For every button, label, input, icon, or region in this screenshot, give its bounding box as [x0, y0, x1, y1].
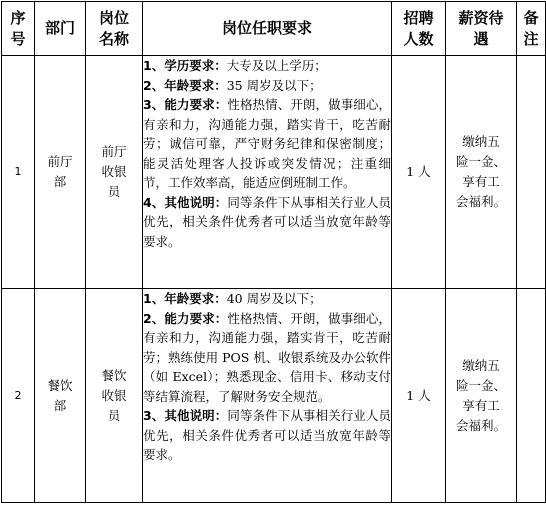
requirement-text: 同等条件下从事相关行业人员优先，相关条件优秀者可以适当放宽年龄等要求。	[143, 408, 391, 462]
requirement-item	[143, 56, 391, 76]
requirement-text: 同等条件下从事相关行业人员优先，相关条件优秀者可以适当放宽年龄等要求。	[143, 194, 391, 249]
header-position: 岗位 名称	[86, 2, 143, 56]
header-headcount: 招聘 人数	[392, 2, 446, 56]
requirement-title: 1、年龄要求：	[143, 291, 227, 306]
requirement-text: 性格热情、开朗，做事细心，有亲和力，沟通能力强，踏实肯干，吃苦耐劳；熟练使用 POS 机、收银系统及办公软件（如 Excel）；熟悉现金、信用卡、移动支付等结算流程，了解财务安全规范。	[143, 310, 391, 404]
row-benefits: 缴纳五 险一金、 享有工 会福利。	[446, 289, 517, 503]
table-row	[2, 289, 546, 503]
table-row	[2, 56, 546, 289]
row-position: 餐饮 收银 员	[86, 289, 143, 503]
row-requirements	[143, 289, 392, 503]
requirement-title: 2、能力要求：	[143, 310, 228, 326]
row-headcount: 1 人	[392, 289, 446, 503]
requirement-item	[143, 95, 391, 193]
row-benefits: 缴纳五 险一金、 享有工 会福利。	[446, 56, 517, 289]
row-department: 餐饮 部	[35, 289, 86, 503]
requirement-item	[143, 289, 391, 309]
row-requirements	[143, 56, 392, 289]
row-index: 1	[2, 56, 35, 289]
row-notes	[517, 289, 546, 503]
row-headcount: 1 人	[392, 56, 446, 289]
header-requirements: 岗位任职要求	[143, 2, 392, 56]
header-notes: 备 注	[517, 2, 546, 56]
requirement-title: 1、学历要求：	[143, 58, 227, 73]
requirement-text: 40 周岁及以下；	[226, 291, 322, 306]
requirement-title: 3、能力要求：	[143, 97, 228, 112]
requirement-item	[143, 76, 391, 96]
requirement-text: 大专及以上学历；	[226, 58, 327, 73]
requirement-text: 35 周岁及以下；	[226, 77, 322, 93]
header-row	[2, 2, 546, 56]
requirement-item	[143, 193, 391, 252]
row-position: 前厅 收银 员	[86, 56, 143, 289]
requirement-item	[143, 406, 391, 465]
row-department: 前厅 部	[35, 56, 86, 289]
requirement-item	[143, 309, 391, 407]
row-notes	[517, 56, 546, 289]
row-index: 2	[2, 289, 35, 503]
header-department: 部门	[35, 2, 86, 56]
header-index: 序 号	[2, 2, 35, 56]
header-benefits: 薪资待 遇	[446, 2, 517, 56]
requirement-text: 性格热情、开朗，做事细心，有亲和力，沟通能力强，踏实肯干，吃苦耐劳；诚信可靠，严守财务纪律和保密制度；能灵活处理客人投诉或突发情况；注重细节，工作效率高，能适应倒班制工作。	[143, 97, 391, 190]
job-requirements-table	[1, 1, 546, 503]
requirement-title: 4、其他说明：	[143, 194, 228, 210]
requirement-title: 2、年龄要求：	[143, 77, 227, 93]
requirement-title: 3、其他说明：	[143, 408, 228, 423]
